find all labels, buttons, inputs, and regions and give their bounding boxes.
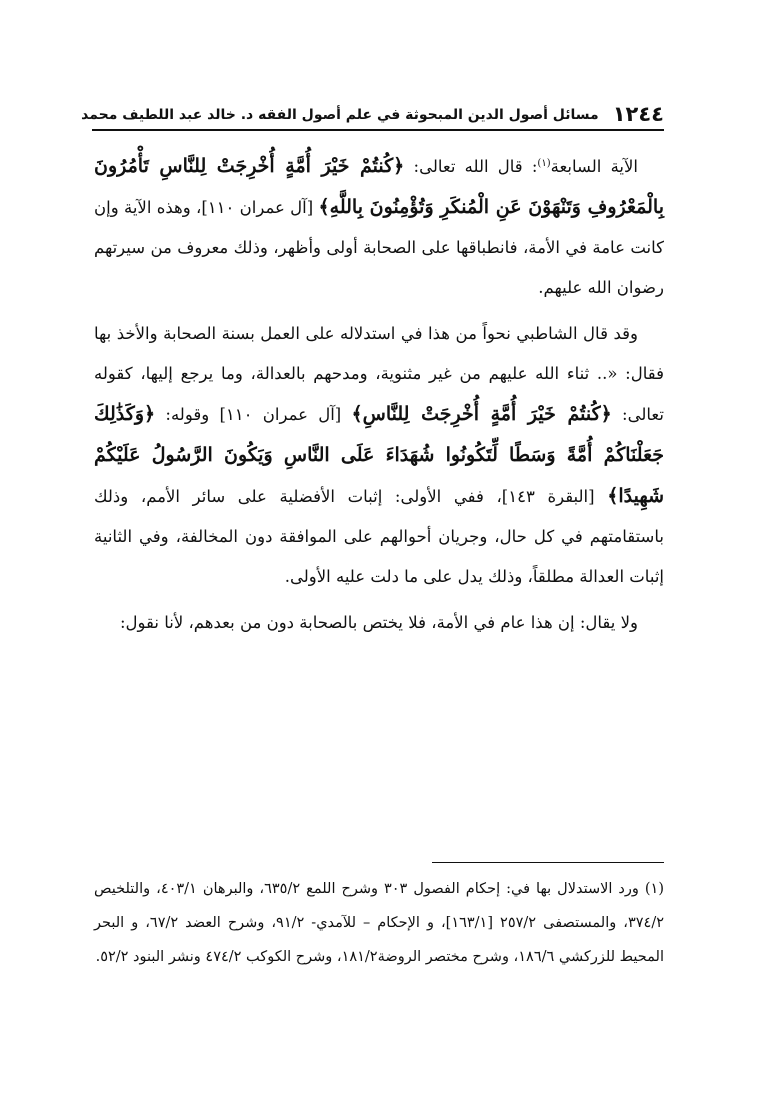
- paragraph-shatibi: [94, 314, 664, 597]
- header-rule: [92, 129, 664, 131]
- paragraph-seventh-verse: [94, 144, 664, 308]
- running-header: [81, 102, 664, 126]
- main-text: [94, 144, 664, 649]
- paragraph-text: ولا يقال: إن هذا عام في الأمة، فلا يختص بالصحابة دون من بعدهم، لأنا نقول:: [119, 613, 638, 632]
- verse-lead: : قال الله تعالى:: [404, 157, 538, 176]
- paragraph-text: [آل عمران ١١٠] وقوله:: [155, 405, 352, 424]
- page-number: ١٢٤٤: [612, 102, 664, 126]
- paragraph-objection: [94, 603, 664, 643]
- paragraph-text: وقد قال الشاطبي نحواً من هذا في استدلاله على العمل بسنة الصحابة والأخذ بها فقال: «.. ثناء الله عليهم من غير مثنوية، ومدحهم بالعدالة، وما يرجع إليها، كقوله تعالى:: [94, 324, 664, 424]
- footnote-rule: [432, 862, 664, 863]
- quran-verse: ﴿وَكَذَٰلِكَ جَعَلْنَاكُمْ أُمَّةً وَسَطًا لِّتَكُونُوا شُهَدَاءَ عَلَى النَّاسِ وَيَكُونَ الرَّسُولُ عَلَيْكُمْ شَهِيدًا﴾: [94, 403, 664, 507]
- verse-intro: الآية السابعة: [550, 157, 638, 176]
- footnote: (١) ورد الاستدلال بها في: إحكام الفصول ٣٠٣ وشرح اللمع ٦٣٥/٢، والبرهان ٤٠٣/١، والتلخيص ٣٧٤/٢، والمستصفى ٢٥٧/٢ [١٦٣/١]، و الإحكام – للآمدي- ٩١/٢، وشرح العضد ٦٧/٢، و البحر المحيط للزركشي ١٨٦/٦، وشرح مختصر الروضة١٨١/٢، وشرح الكوكب ٤٧٤/٢ ونشر البنود ٥٢/٢.: [94, 881, 664, 965]
- footnote-ref: (١): [537, 158, 551, 169]
- quran-verse: ﴿كُنتُمْ خَيْرَ أُمَّةٍ أُخْرِجَتْ لِلنَّاسِ تَأْمُرُونَ بِالْمَعْرُوفِ وَتَنْهَوْنَ عَنِ الْمُنكَرِ وَتُؤْمِنُونَ بِاللَّهِ﴾: [94, 155, 665, 218]
- quran-verse: ﴿كُنتُمْ خَيْرَ أُمَّةٍ أُخْرِجَتْ لِلنَّاسِ﴾: [351, 403, 612, 425]
- paragraph-text: [آل عمران ١١٠]، وهذه الآية وإن كانت عامة في الأمة، فانطباقها على الصحابة أولى وأظهر، وذلك معروف من سيرتهم رضوان الله عليهم.: [94, 198, 664, 297]
- running-title: مسائل أصول الدين المبحوثة في علم أصول الفقه د. خالد عبد اللطيف محمد: [81, 107, 599, 123]
- paragraph-text: [البقرة ١٤٣]، ففي الأولى: إثبات الأفضلية على سائر الأمم، وذلك باستقامتهم في كل حال، وجريان أحوالهم على الموافقة دون المخالفة، وفي الثانية إثبات العدالة مطلقاً، وذلك يدل على ما دلت عليه الأولى.: [94, 487, 664, 586]
